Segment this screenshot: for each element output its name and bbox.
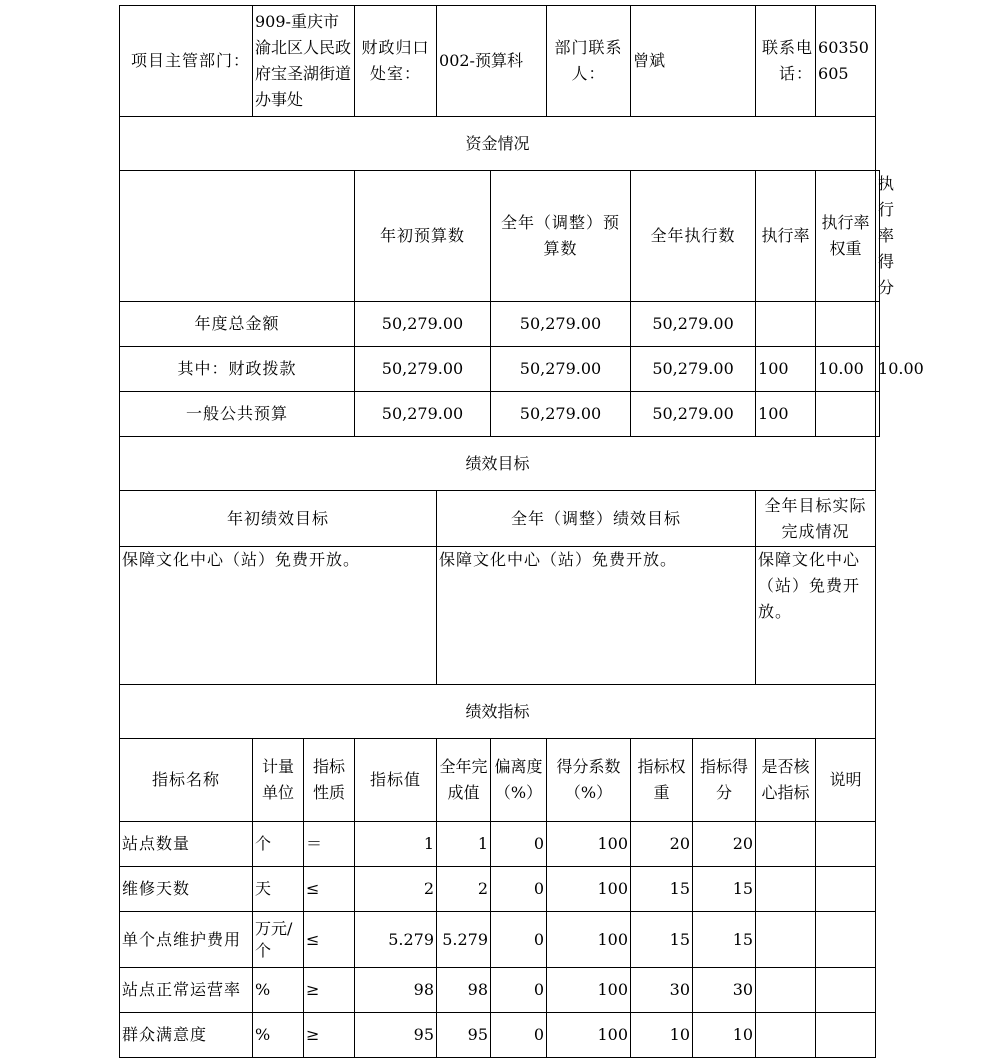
ind-core — [756, 822, 816, 867]
ind-col-core: 是否核心指标 — [756, 739, 816, 822]
table-row — [120, 867, 880, 912]
ind-deviation: 0 — [491, 822, 547, 867]
funds-row-score — [876, 392, 880, 437]
ind-actual: 5.279 — [437, 912, 491, 968]
funds-row-executed: 50,279.00 — [631, 302, 756, 347]
ind-name: 站点数量 — [120, 822, 253, 867]
funds-col-weight: 执行率权重 — [816, 171, 876, 302]
ind-deviation: 0 — [491, 1013, 547, 1058]
ind-deviation: 0 — [491, 912, 547, 968]
ind-target: 95 — [355, 1013, 437, 1058]
ind-col-deviation: 偏离度（%） — [491, 739, 547, 822]
ind-col-note: 说明 — [816, 739, 876, 822]
finance-label: 财政归口处室： — [355, 6, 437, 117]
ind-score: 10 — [693, 1013, 756, 1058]
funds-row-score — [876, 302, 880, 347]
funds-col-initial: 年初预算数 — [355, 171, 491, 302]
ind-core — [756, 1013, 816, 1058]
ind-note — [816, 968, 876, 1013]
ind-weight: 10 — [631, 1013, 693, 1058]
funds-row-weight — [816, 302, 876, 347]
dept-label: 项目主管部门： — [120, 6, 253, 117]
table-row — [120, 1013, 880, 1058]
ind-unit: 天 — [253, 867, 304, 912]
ind-nature: ≤ — [304, 912, 355, 968]
funds-row-label: 一般公共预算 — [120, 392, 355, 437]
goals-initial-text: 保障文化中心（站）免费开放。 — [120, 547, 437, 685]
ind-deviation: 0 — [491, 968, 547, 1013]
funds-row-label: 其中：财政拨款 — [120, 347, 355, 392]
ind-actual: 98 — [437, 968, 491, 1013]
ind-core — [756, 968, 816, 1013]
funds-row-executed: 50,279.00 — [631, 347, 756, 392]
funds-row-weight: 10.00 — [816, 347, 876, 392]
ind-col-target: 指标值 — [355, 739, 437, 822]
ind-nature: ≤ — [304, 867, 355, 912]
funds-col-rate: 执行率 — [756, 171, 816, 302]
ind-target: 98 — [355, 968, 437, 1013]
performance-table — [119, 5, 924, 1058]
ind-name: 单个点维护费用 — [120, 912, 253, 968]
ind-note — [816, 912, 876, 968]
phone-value: 60350605 — [816, 6, 876, 117]
funds-col-executed: 全年执行数 — [631, 171, 756, 302]
ind-note — [816, 1013, 876, 1058]
ind-actual: 1 — [437, 822, 491, 867]
goals-adjusted-text: 保障文化中心（站）免费开放。 — [437, 547, 756, 685]
funds-row-adjusted: 50,279.00 — [491, 347, 631, 392]
ind-deviation: 0 — [491, 867, 547, 912]
ind-note — [816, 822, 876, 867]
ind-coef: 100 — [547, 968, 631, 1013]
ind-weight: 30 — [631, 968, 693, 1013]
ind-nature: ＝ — [304, 822, 355, 867]
ind-nature: ≥ — [304, 968, 355, 1013]
ind-unit: 个 — [253, 822, 304, 867]
table-row — [120, 912, 880, 968]
ind-weight: 15 — [631, 912, 693, 968]
ind-core — [756, 867, 816, 912]
indicators-section-title: 绩效指标 — [120, 685, 876, 739]
funds-row-weight — [816, 392, 876, 437]
dept-value: 909-重庆市渝北区人民政府宝圣湖街道办事处 — [253, 6, 355, 117]
contact-value: 曾斌 — [631, 6, 756, 117]
funds-row-rate: 100 — [756, 392, 816, 437]
ind-col-weight: 指标权重 — [631, 739, 693, 822]
goals-actual-label: 全年目标实际完成情况 — [756, 491, 876, 547]
funds-row-initial: 50,279.00 — [355, 302, 491, 347]
ind-col-unit: 计量单位 — [253, 739, 304, 822]
ind-coef: 100 — [547, 912, 631, 968]
funds-row — [120, 347, 880, 392]
funds-row — [120, 392, 880, 437]
ind-target: 5.279 — [355, 912, 437, 968]
ind-coef: 100 — [547, 1013, 631, 1058]
funds-section-title: 资金情况 — [120, 117, 876, 171]
goals-section-title: 绩效目标 — [120, 437, 876, 491]
table-row — [120, 968, 880, 1013]
ind-unit: 万元/个 — [253, 912, 304, 968]
ind-core — [756, 912, 816, 968]
ind-actual: 2 — [437, 867, 491, 912]
contact-label: 部门联系人： — [547, 6, 631, 117]
funds-row-rate — [756, 302, 816, 347]
table-row — [120, 822, 880, 867]
funds-row-label: 年度总金额 — [120, 302, 355, 347]
goals-adjusted-label: 全年（调整）绩效目标 — [437, 491, 756, 547]
goals-initial-label: 年初绩效目标 — [120, 491, 437, 547]
goals-actual-text: 保障文化中心（站）免费开放。 — [756, 547, 876, 685]
funds-row-score: 10.00 — [876, 347, 880, 392]
ind-weight: 15 — [631, 867, 693, 912]
ind-name: 维修天数 — [120, 867, 253, 912]
funds-row-rate: 100 — [756, 347, 816, 392]
phone-label: 联系电话： — [756, 6, 816, 117]
funds-header-blank — [120, 171, 355, 302]
ind-score: 30 — [693, 968, 756, 1013]
ind-weight: 20 — [631, 822, 693, 867]
ind-coef: 100 — [547, 822, 631, 867]
ind-name: 群众满意度 — [120, 1013, 253, 1058]
ind-coef: 100 — [547, 867, 631, 912]
ind-note — [816, 867, 876, 912]
ind-col-name: 指标名称 — [120, 739, 253, 822]
ind-score: 20 — [693, 822, 756, 867]
funds-row — [120, 302, 880, 347]
funds-row-initial: 50,279.00 — [355, 347, 491, 392]
funds-row-initial: 50,279.00 — [355, 392, 491, 437]
ind-score: 15 — [693, 867, 756, 912]
funds-col-adjusted: 全年（调整）预算数 — [491, 171, 631, 302]
ind-actual: 95 — [437, 1013, 491, 1058]
ind-col-actual: 全年完成值 — [437, 739, 491, 822]
ind-col-score: 指标得分 — [693, 739, 756, 822]
ind-col-coef: 得分系数（%） — [547, 739, 631, 822]
ind-target: 2 — [355, 867, 437, 912]
funds-row-adjusted: 50,279.00 — [491, 302, 631, 347]
ind-unit: % — [253, 1013, 304, 1058]
funds-row-executed: 50,279.00 — [631, 392, 756, 437]
ind-score: 15 — [693, 912, 756, 968]
ind-nature: ≥ — [304, 1013, 355, 1058]
ind-target: 1 — [355, 822, 437, 867]
ind-unit: % — [253, 968, 304, 1013]
finance-value: 002-预算科 — [437, 6, 547, 117]
funds-col-score: 执行率得分 — [876, 171, 880, 302]
funds-row-adjusted: 50,279.00 — [491, 392, 631, 437]
ind-name: 站点正常运营率 — [120, 968, 253, 1013]
ind-col-nature: 指标性质 — [304, 739, 355, 822]
